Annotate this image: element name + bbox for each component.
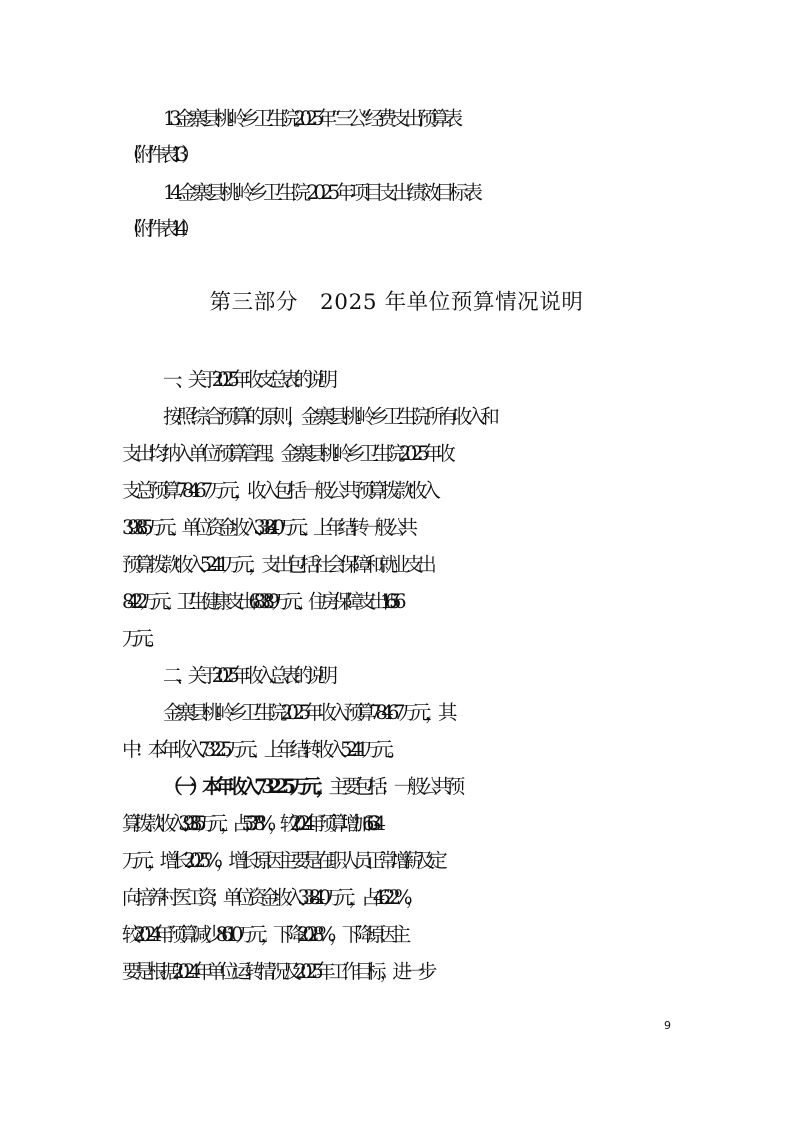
section-title: 第三部分 2025 年单位预算情况说明 (209, 290, 584, 315)
list-item-14-attachment: （附件表 14） (122, 217, 194, 240)
subsection-heading-1: 一、关于 2025 年收支总表的说明 (163, 368, 331, 391)
list-item-14-title: 14.金寨县桃岭乡卫生院 2025 年项目支出绩效目标表 (163, 181, 478, 204)
paragraph-line: 支总预算 784.67 万元，收入包括一般公共预算拨款收入 (122, 479, 435, 502)
lead-phrase-rest: 主要包括：一般公共预 (328, 775, 459, 798)
paragraph-line: 万元。 (122, 627, 160, 650)
subsection-heading-2: 二、关于 2025 年收入总表的说明 (163, 664, 331, 687)
paragraph-line: 算拨款收入 393.85 万元，占 53.78%，较 2024 年预算增加 66.34 (122, 812, 379, 835)
bold-lead-phrase: （一）本年收入 732.25 万元， (163, 775, 329, 798)
list-item-13-title: 13.金寨县桃岭乡卫生院 2025 年“三公”经费支出预算表 (163, 107, 457, 130)
paragraph-line: 金寨县桃岭乡卫生院 2025 年收入预算 784.67 万元，其 (163, 701, 452, 724)
paragraph-line: 较 2024 年预算减少 86.10 万元，下降 20.28%，下降原因主 (122, 923, 405, 946)
paragraph-line: 84.22 万元、卫生健康支出 683.89 万元、住房保障支出 16.56 (122, 590, 400, 613)
paragraph-line: 向培养村医工资；单位资金收入 338.40 万元，占 46.22%， (122, 886, 419, 909)
list-item-13-attachment: （附件表 13） (122, 143, 194, 166)
paragraph-line: 393.85 万元、单位资金收入 338.40 万元、上年结转一般公共 (122, 516, 411, 539)
paragraph-line: 中：本年收入 732.25 万元、上年结转收入 52.41 万元。 (122, 738, 400, 761)
paragraph-line: 预算拨款收入 52.41 万元，支出包括社会保障和就业支出 (122, 553, 431, 576)
paragraph-line (0, 774, 793, 800)
paragraph-line: 支出均纳入单位预算管理。金寨县桃岭乡卫生院 2025 年收 (122, 442, 450, 465)
paragraph-line: 要是根据 2024 年单位运转情况及 2025 年工作目标，进一步 (122, 960, 431, 983)
page-number: 9 (664, 1019, 671, 1032)
paragraph-line: 按照综合预算的原则，金寨县桃岭乡卫生院所有收入和 (163, 405, 495, 428)
paragraph-line: 万元，增长 20.25%，增长原因主要是在职人员正常增薪及定 (122, 849, 441, 872)
